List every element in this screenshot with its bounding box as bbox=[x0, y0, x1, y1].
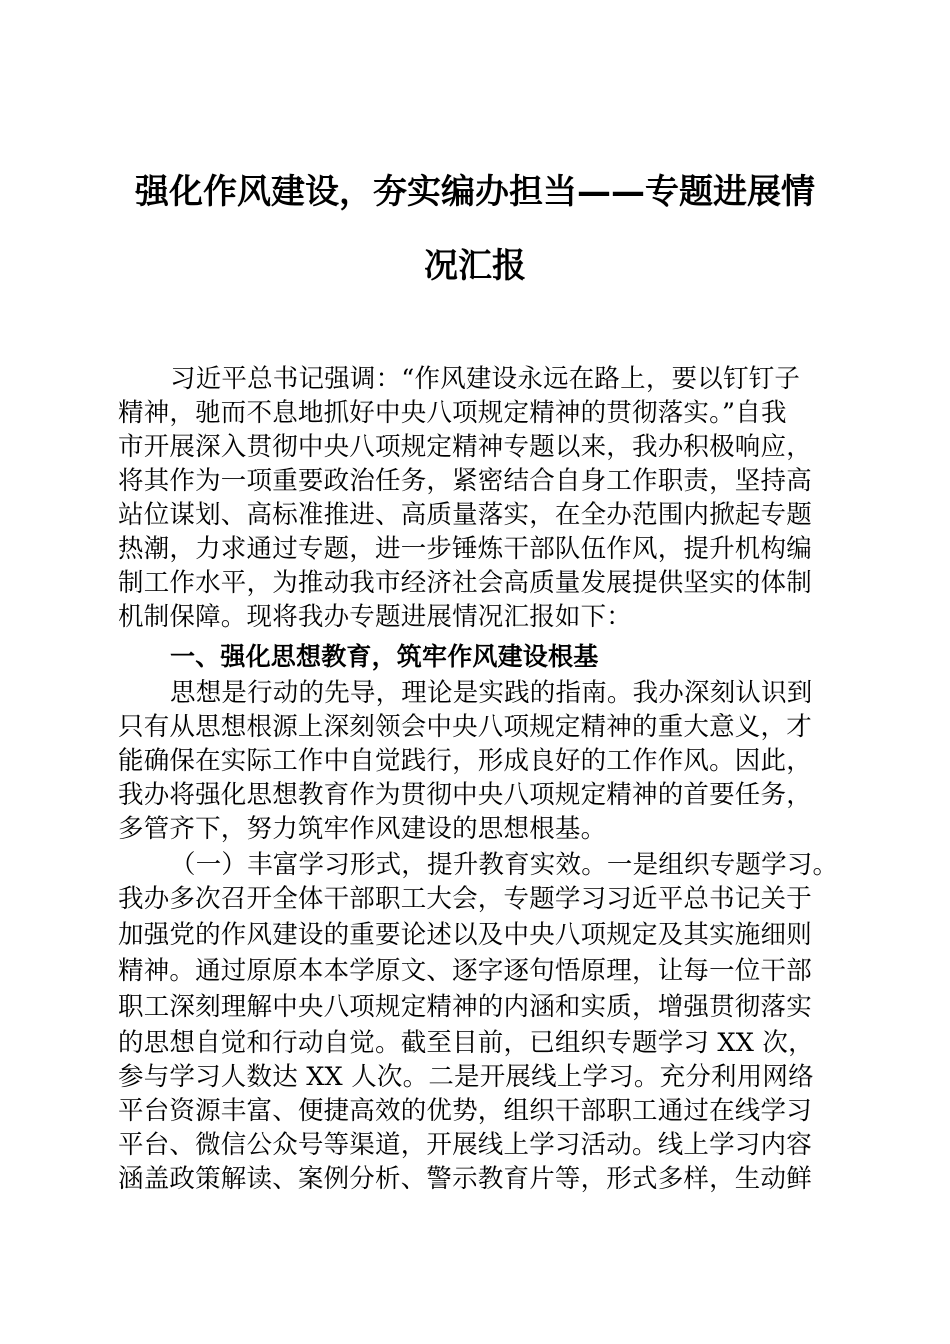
intro-line: 精神，驰而不息地抓好中央八项规定精神的贯彻落实。”自我 bbox=[118, 398, 787, 428]
section-1-line: 能确保在实际工作中自觉践行，形成良好的工作作风。因此， bbox=[118, 746, 812, 776]
intro-line: 制工作水平，为推动我市经济社会高质量发展提供坚实的体制 bbox=[118, 568, 812, 598]
document-title-line-2: 况汇报 bbox=[424, 246, 526, 286]
subsection-1-line: 的思想自觉和行动自觉。截至目前，已组织专题学习 XX 次， bbox=[118, 1028, 814, 1058]
section-1-line: 多管齐下，努力筑牢作风建设的思想根基。 bbox=[118, 814, 607, 844]
subsection-1-line: 职工深刻理解中央八项规定精神的内涵和实质，增强贯彻落实 bbox=[118, 992, 812, 1022]
intro-line: 站位谋划、高标准推进、高质量落实，在全办范围内掀起专题 bbox=[118, 500, 812, 530]
section-1-heading: 一、强化思想教育，筑牢作风建设根基 bbox=[170, 642, 599, 671]
section-1-line: 思想是行动的先导，理论是实践的指南。我办深刻认识到 bbox=[170, 678, 813, 708]
intro-line: 热潮，力求通过专题，进一步锤炼干部队伍作风，提升机构编 bbox=[118, 534, 812, 564]
subsection-1-line: 精神。通过原原本本学原文、逐字逐句悟原理，让每一位干部 bbox=[118, 956, 812, 986]
subsection-1-line: 参与学习人数达 XX 人次。二是开展线上学习。充分利用网络 bbox=[118, 1062, 814, 1092]
intro-line: 市开展深入贯彻中央八项规定精神专题以来，我办积极响应， bbox=[118, 432, 812, 462]
subsection-1-line: 平台、微信公众号等渠道，开展线上学习活动。线上学习内容 bbox=[118, 1130, 812, 1160]
intro-line: 将其作为一项重要政治任务，紧密结合自身工作职责，坚持高 bbox=[118, 466, 812, 496]
intro-line: 机制保障。现将我办专题进展情况汇报如下： bbox=[118, 602, 633, 632]
intro-line: 习近平总书记强调：“作风建设永远在路上，要以钉钉子 bbox=[170, 364, 801, 394]
subsection-1-line: 平台资源丰富、便捷高效的优势，组织干部职工通过在线学习 bbox=[118, 1096, 812, 1126]
subsection-1-line: 我办多次召开全体干部职工大会，专题学习习近平总书记关于 bbox=[118, 884, 812, 914]
section-1-line: 我办将强化思想教育作为贯彻中央八项规定精神的首要任务， bbox=[118, 780, 812, 810]
document-title-line-1: 强化作风建设，夯实编办担当——专题进展情 bbox=[135, 172, 815, 212]
subsection-1-line: 加强党的作风建设的重要论述以及中央八项规定及其实施细则 bbox=[118, 920, 812, 950]
section-1-line: 只有从思想根源上深刻领会中央八项规定精神的重大意义，才 bbox=[118, 712, 812, 742]
subsection-1-line: （一）丰富学习形式，提升教育实效。一是组织专题学习。 bbox=[170, 850, 839, 880]
subsection-1-line: 涵盖政策解读、案例分析、警示教育片等，形式多样，生动鲜 bbox=[118, 1164, 812, 1194]
